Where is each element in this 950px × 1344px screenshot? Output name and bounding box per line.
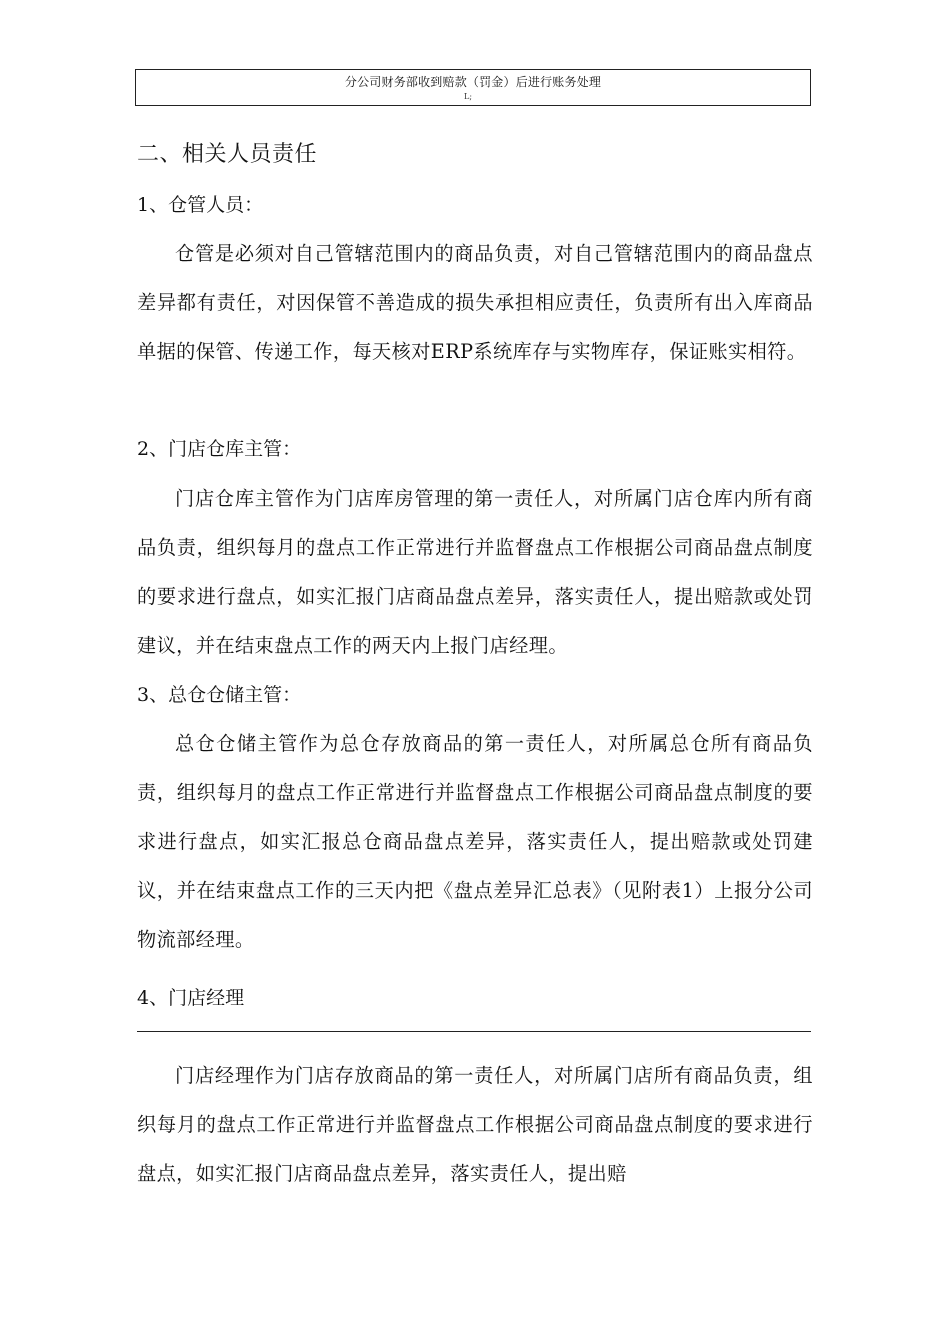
paragraph-warehouse-staff: 仓管是必须对自己管辖范围内的商品负责，对自己管辖范围内的商品盘点差异都有责任，对因保管不善造成的损失承担相应责任，负责所有出入库商品单据的保管、传递工作，每天核对ERP系统库存与实物库存，保证账实相符。 <box>137 242 813 363</box>
flowchart-connector-mark: L; <box>464 92 473 101</box>
paragraph-central-storage-supervisor: 总仓仓储主管作为总仓存放商品的第一责任人，对所属总仓所有商品负责，组织每月的盘点工作正常进行并监督盘点工作根据公司商品盘点制度的要求进行盘点，如实汇报总仓商品盘点差异，落实责任人，提出赔款或处罚建议，并在结束盘点工作的三天内把《盘点差异汇总表》（见附表1）上报分公司物流部经理。 <box>137 732 813 951</box>
heading-store-manager: 4、门店经理 <box>137 987 245 1009</box>
flowchart-box-text: 分公司财务部收到赔款（罚金）后进行账务处理 <box>344 75 602 89</box>
heading-central-storage-supervisor: 3、总仓仓储主管： <box>137 684 302 706</box>
paragraph-store-manager: 门店经理作为门店存放商品的第一责任人，对所属门店所有商品负责，组织每月的盘点工作正常进行并监督盘点工作根据公司商品盘点制度的要求进行盘点，如实汇报门店商品盘点差异，落实责任人，提出赔 <box>137 1064 813 1185</box>
paragraph-store-warehouse-supervisor: 门店仓库主管作为门店库房管理的第一责任人，对所属门店仓库内所有商品负责，组织每月的盘点工作正常进行并监督盘点工作根据公司商品盘点制度的要求进行盘点，如实汇报门店商品盘点差异，落实责任人，提出赔款或处罚建议，并在结束盘点工作的两天内上报门店经理。 <box>137 487 813 657</box>
flowchart-box <box>135 69 811 106</box>
heading-warehouse-staff: 1、仓管人员： <box>137 194 264 216</box>
heading-store-warehouse-supervisor: 2、门店仓库主管： <box>137 438 302 460</box>
divider <box>137 1031 811 1032</box>
section-title: 二、相关人员责任 <box>137 142 318 167</box>
